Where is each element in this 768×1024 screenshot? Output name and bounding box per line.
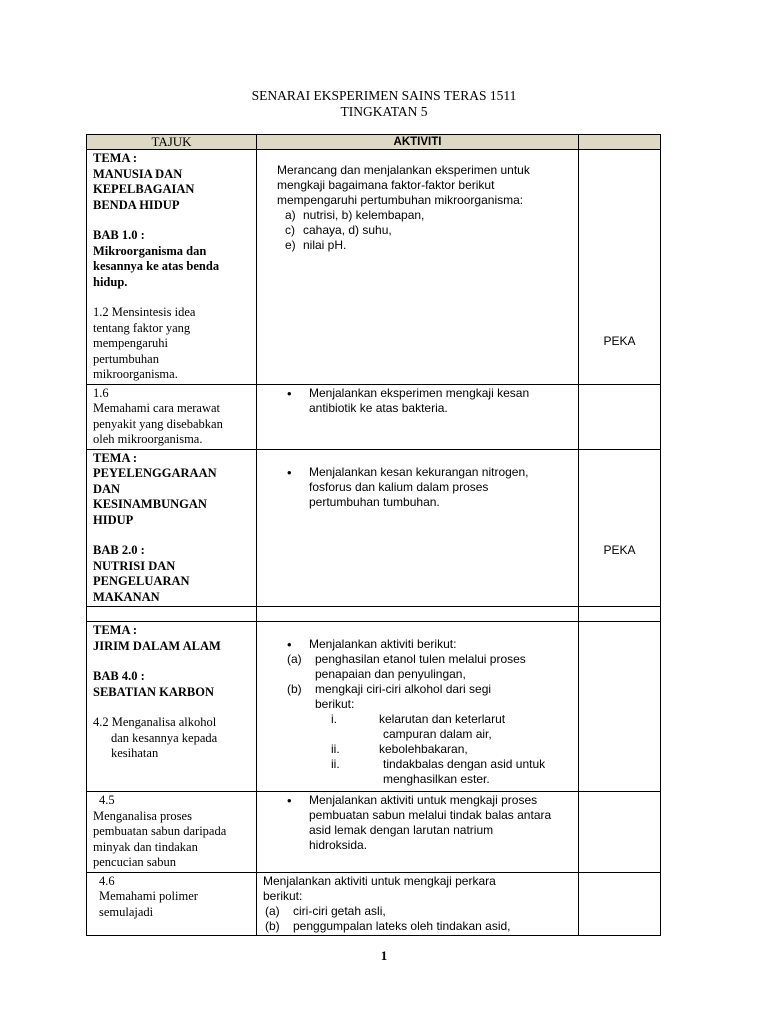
activity-list [263, 637, 572, 652]
roman-item: ii. tindakbalas dengan asid untuk [331, 757, 546, 771]
tema-label: TEMA : [93, 450, 138, 465]
document-title: SENARAI EKSPERIMEN SAINS TERAS 1511 [251, 88, 517, 103]
subtopic-line: Memahami cara merawat [93, 401, 221, 415]
aktiviti-cell [257, 449, 579, 607]
bab-line: hidup. [93, 274, 128, 289]
peka-cell [579, 449, 661, 607]
subtopic-line: 4.6 [99, 873, 115, 888]
tema-line: KEPELBAGAIAN [93, 182, 195, 196]
tajuk-cell [87, 622, 257, 792]
header-tajuk: TAJUK [87, 135, 257, 150]
tajuk-cell [87, 607, 257, 622]
peka-label: PEKA [603, 334, 636, 348]
activity-list [263, 465, 572, 510]
roman-item-cont: menghasilkan ester. [383, 772, 490, 786]
tajuk-cell [87, 449, 257, 607]
tema-label: TEMA : [93, 623, 138, 637]
option-item: (a) penghasilan etanol tulen melalui proses [287, 652, 526, 666]
subtopic-line: 4.5 [99, 793, 115, 807]
bab-label: BAB 1.0 : [93, 228, 145, 242]
tajuk-cell [87, 792, 257, 873]
page-number: 1 [380, 948, 388, 963]
option-item: (a) ciri-ciri getah asli, [265, 903, 386, 918]
subtopic-line: semulajadi [99, 904, 154, 919]
aktiviti-cell [257, 384, 579, 449]
roman-item: i. kelarutan dan keterlarut [331, 712, 506, 726]
subtopic-line: 4.2 Menganalisa alkohol [93, 715, 217, 729]
subtopic-line: oleh mikroorganisma. [93, 432, 203, 446]
tajuk-cell [87, 872, 257, 935]
list-item: • Menjalankan kesan kekurangan nitrogen, fosforus dan kalium dalam proses pertumbuhan tumbuhan. [309, 465, 572, 510]
table-row [87, 622, 661, 792]
activity-list [263, 793, 572, 853]
subtopic-line: penyakit yang disebabkan [93, 416, 223, 431]
peka-label: PEKA [603, 542, 636, 557]
tema-label: TEMA : [93, 151, 138, 165]
option-item-cont: penapaian dan penyulingan, [315, 667, 466, 681]
peka-cell [579, 150, 661, 385]
subtopic-line: kesihatan [111, 746, 159, 760]
subtopic-line: Memahami polimer [99, 889, 198, 903]
tema-line: BENDA HIDUP [93, 197, 180, 212]
activity-line: Menjalankan aktiviti untuk mengkaji perkara [263, 873, 496, 888]
option-item: (b) penggumpalan lateks oleh tindakan asid, [265, 918, 511, 933]
peka-cell [579, 792, 661, 873]
tema-line: DAN [93, 481, 121, 496]
peka-cell [579, 622, 661, 792]
tajuk-cell [87, 150, 257, 385]
table-row [87, 607, 661, 622]
table-header-row [87, 135, 661, 150]
tema-line: JIRIM DALAM ALAM [93, 638, 221, 653]
subtopic-line: mikroorganisma. [93, 367, 178, 381]
tajuk-cell [87, 384, 257, 449]
peka-cell [579, 607, 661, 622]
subtopic-line: tentang faktor yang [93, 320, 191, 335]
table-row [87, 449, 661, 607]
bab-label: BAB 4.0 : [93, 669, 145, 683]
table-row [87, 384, 661, 449]
bab-line: Mikroorganisma dan [93, 243, 207, 258]
bab-line: SEBATIAN KARBON [93, 684, 214, 699]
list-item: • Menjalankan eksperimen mengkaji kesan antibiotik ke atas bakteria. [309, 386, 572, 416]
document-subtitle: TINGKATAN 5 [340, 104, 428, 119]
subtopic-line: 1.2 Mensintesis idea [93, 305, 196, 319]
option-item: c) cahaya, d) suhu, [285, 223, 392, 237]
activity-line: mengkaji bagaimana faktor-faktor berikut [277, 178, 495, 192]
aktiviti-cell [257, 872, 579, 935]
table-row [87, 792, 661, 873]
activity-line: mempengaruhi pertumbuhan mikroorganisma: [277, 193, 524, 207]
table-row [87, 150, 661, 385]
aktiviti-cell [257, 792, 579, 873]
subtopic-line: Menganalisa proses [93, 808, 192, 823]
option-item: a) nutrisi, b) kelembapan, [285, 208, 425, 222]
bab-line: PENGELUARAN [93, 574, 190, 588]
subtopic-line: pembuatan sabun daripada [93, 824, 227, 838]
aktiviti-cell [257, 150, 579, 385]
experiment-table [86, 134, 661, 936]
peka-cell [579, 384, 661, 449]
tema-line: PEYELENGGARAAN [93, 466, 217, 480]
bab-label: BAB 2.0 : [93, 543, 145, 557]
aktiviti-cell [257, 622, 579, 792]
subtopic-line: dan kesannya kepada [111, 730, 218, 745]
list-item: • Menjalankan aktiviti untuk mengkaji proses pembuatan sabun melalui tindak balas antara asid lemak dengan larutan natrium hidroksida. [309, 793, 572, 853]
option-item-cont: berikut: [315, 697, 355, 711]
subtopic-line: mempengaruhi [93, 336, 168, 350]
tema-line: KESINAMBUNGAN [93, 497, 207, 511]
subtopic-line: 1.6 [93, 385, 109, 400]
bab-line: MAKANAN [93, 589, 160, 604]
tema-line: MANUSIA DAN [93, 166, 183, 181]
list-item: • Menjalankan aktiviti berikut: [309, 637, 572, 652]
option-item: e) nilai pH. [285, 238, 347, 252]
option-item: (b) mengkaji ciri-ciri alkohol dari segi [287, 682, 492, 696]
activity-line: berikut: [263, 888, 303, 903]
header-aktiviti: AKTIVITI [257, 135, 579, 150]
subtopic-line: pertumbuhan [93, 351, 159, 366]
activity-line: Merancang dan menjalankan eksperimen untuk [277, 163, 530, 177]
header-blank [579, 135, 661, 150]
subtopic-line: minyak dan tindakan [93, 839, 198, 854]
bab-line: kesannya ke atas benda [93, 259, 220, 273]
bab-line: NUTRISI DAN [93, 558, 176, 573]
subtopic-line: pencucian sabun [93, 855, 176, 869]
activity-list [263, 386, 572, 416]
roman-item-cont: campuran dalam air, [383, 727, 492, 741]
table-row [87, 872, 661, 935]
aktiviti-cell [257, 607, 579, 622]
peka-cell [579, 872, 661, 935]
tema-line: HIDUP [93, 512, 134, 527]
roman-item: ii. kebolehbakaran, [331, 742, 468, 756]
